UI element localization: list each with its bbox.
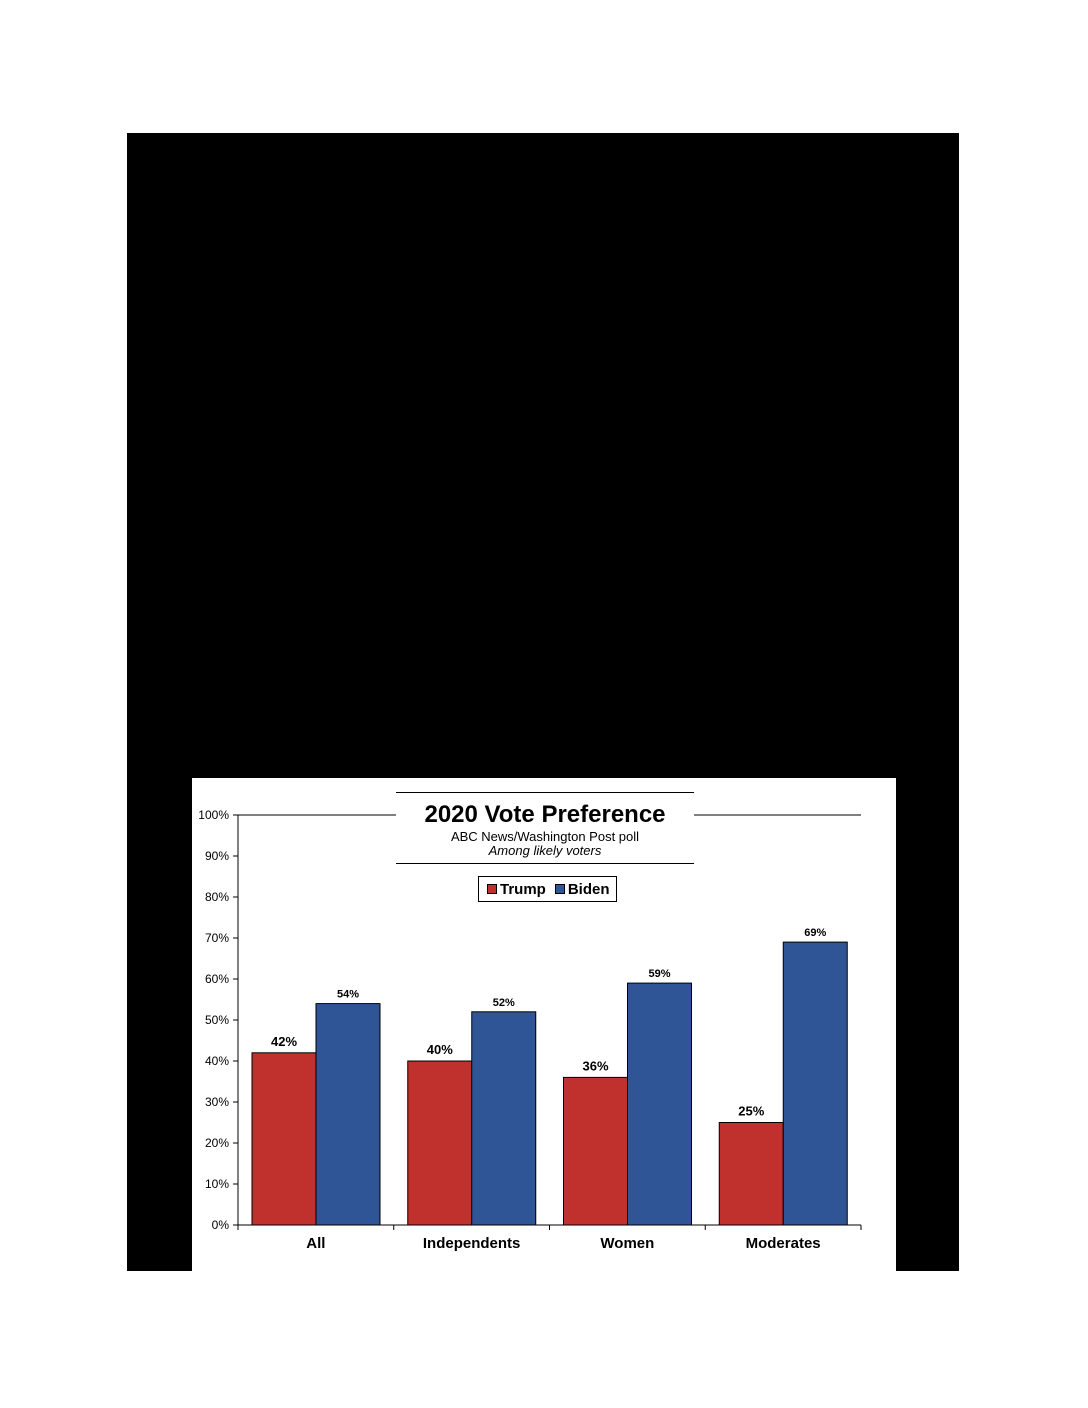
y-tick-label: 20%	[204, 1136, 229, 1150]
y-tick-label: 70%	[204, 931, 229, 945]
data-label-trump: 40%	[426, 1042, 453, 1057]
y-tick-label: 60%	[204, 972, 229, 986]
y-tick-label: 0%	[211, 1218, 229, 1232]
chart-legend	[478, 876, 617, 902]
data-label-trump: 36%	[582, 1058, 609, 1074]
y-tick-label: 30%	[204, 1095, 229, 1109]
y-tick-label: 40%	[204, 1054, 229, 1068]
legend-swatch-biden	[555, 884, 565, 894]
y-tick-label: 50%	[204, 1013, 229, 1027]
bar-biden	[783, 942, 847, 1225]
legend-swatch-trump	[487, 884, 497, 894]
bar-trump	[564, 1077, 628, 1225]
chart-title-box	[396, 792, 694, 864]
bar-trump	[252, 1053, 316, 1225]
data-label-biden: 59%	[648, 968, 671, 981]
legend-label-biden: Biden	[567, 880, 610, 898]
x-category-label: Independents	[422, 1235, 521, 1252]
chart-title: 2020 Vote Preference	[424, 801, 666, 828]
legend-item-trump	[487, 881, 546, 898]
data-label-trump: 25%	[738, 1103, 765, 1119]
chart-subtitle: ABC News/Washington Post poll	[450, 829, 640, 844]
y-tick-label: 90%	[204, 849, 229, 863]
bar-biden	[316, 1004, 380, 1225]
data-label-biden: 52%	[492, 996, 515, 1009]
data-label-biden: 54%	[336, 988, 360, 1001]
y-tick-label: 10%	[204, 1177, 229, 1191]
bar-trump	[719, 1123, 783, 1226]
y-tick-label: 100%	[198, 808, 229, 822]
x-category-label: Women	[600, 1235, 655, 1252]
legend-label-trump: Trump	[500, 880, 546, 898]
data-label-biden: 69%	[804, 927, 827, 940]
y-tick-label: 80%	[204, 890, 229, 904]
legend-item-biden	[555, 881, 610, 898]
chart-note: Among likely voters	[488, 843, 602, 858]
bar-trump	[408, 1061, 472, 1225]
bar-biden	[472, 1012, 536, 1225]
x-category-label: Moderates	[745, 1235, 821, 1252]
bar-biden	[628, 983, 692, 1225]
x-category-label: All	[306, 1235, 326, 1252]
data-label-trump: 42%	[270, 1033, 298, 1049]
chart-panel	[192, 778, 896, 1271]
